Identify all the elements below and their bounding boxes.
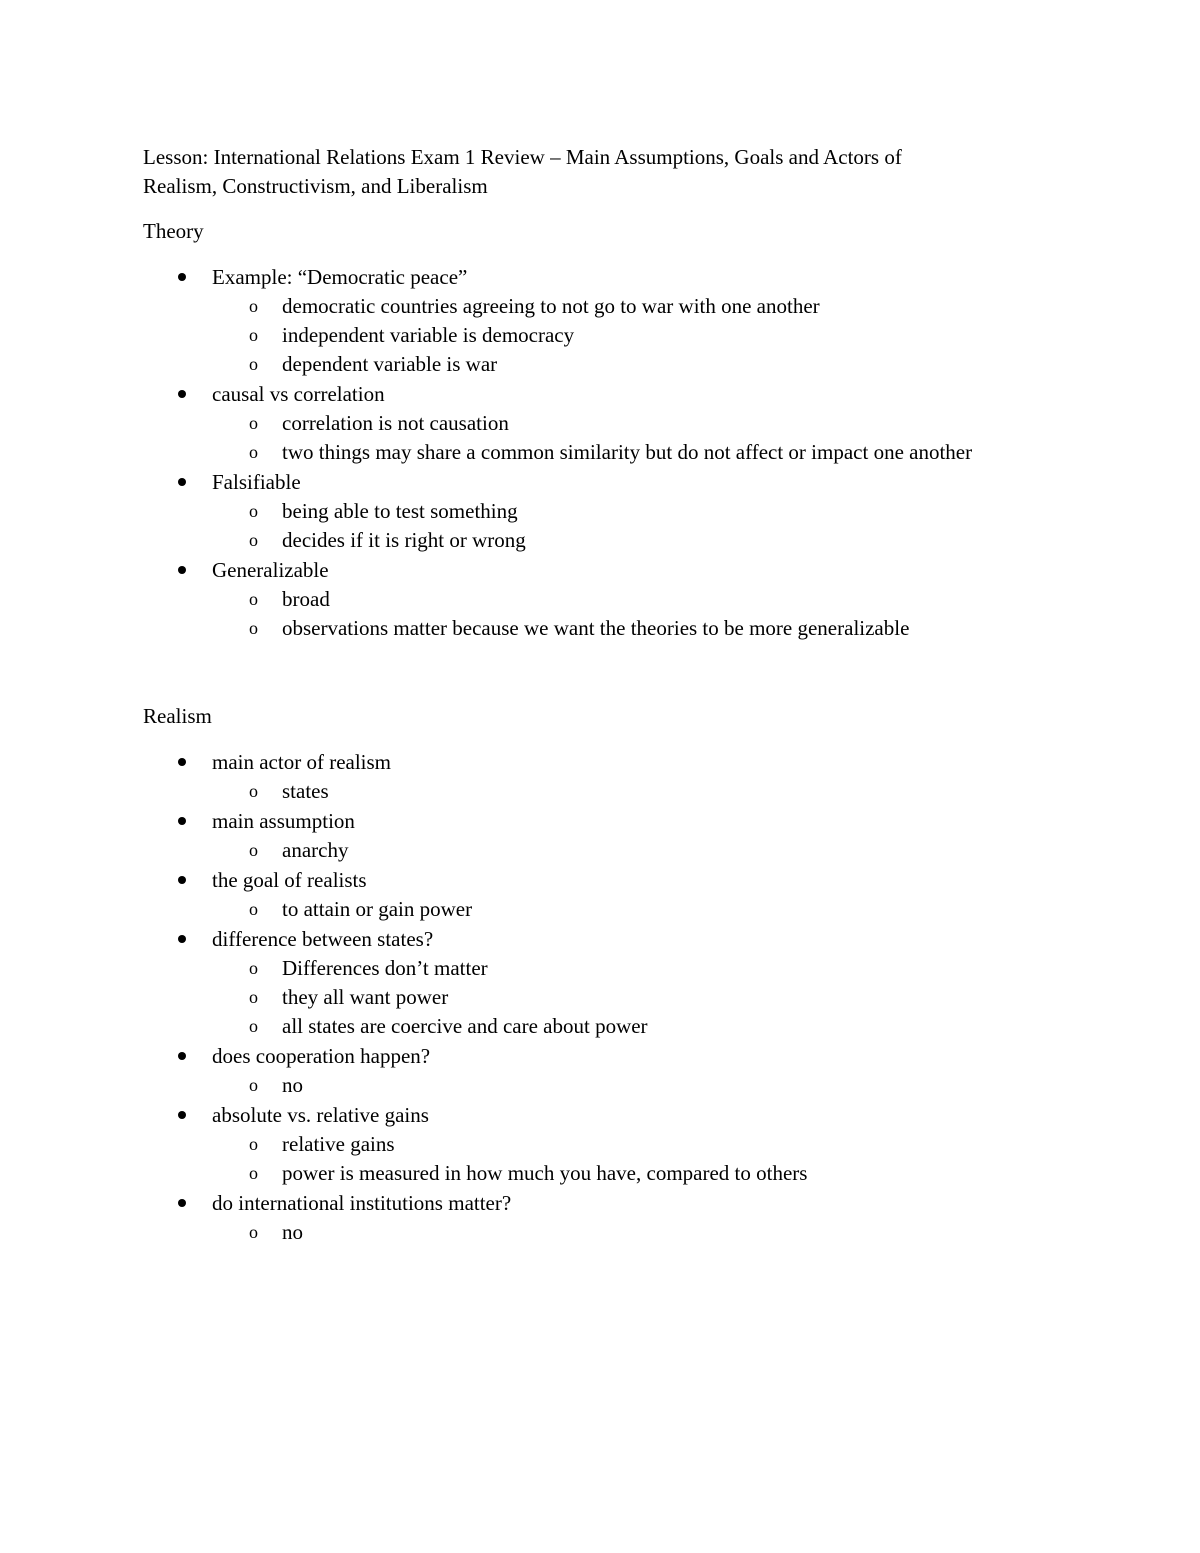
list-item xyxy=(143,1042,1083,1100)
sub-list-item xyxy=(212,497,1083,526)
sub-list-item xyxy=(212,954,1083,983)
section-heading-realism: Realism xyxy=(143,704,212,728)
list-item-text: Falsifiable xyxy=(212,470,301,494)
circle-bullet-icon: o xyxy=(249,530,258,550)
sub-list xyxy=(212,777,1083,806)
section-heading-theory: Theory xyxy=(143,219,204,243)
sub-list-item-text: they all want power xyxy=(282,985,449,1009)
list-item-text: does cooperation happen? xyxy=(212,1044,431,1068)
sub-list-item xyxy=(212,777,1083,806)
list-item-text: do international institutions matter? xyxy=(212,1191,512,1215)
sub-list-item-text: observations matter because we want the theories to be more generalizable xyxy=(282,616,910,640)
bullet-icon xyxy=(178,1199,186,1207)
sub-list xyxy=(212,1071,1083,1100)
sub-list xyxy=(212,954,1083,1041)
sub-list xyxy=(212,895,1083,924)
sub-list-item-text: to attain or gain power xyxy=(282,897,473,921)
list-item xyxy=(143,468,1083,555)
circle-bullet-icon: o xyxy=(249,413,258,433)
list-item xyxy=(143,1101,1083,1188)
circle-bullet-icon: o xyxy=(249,781,258,801)
sub-list xyxy=(212,836,1083,865)
sub-list-item-text: broad xyxy=(282,587,330,611)
list-item-text: absolute vs. relative gains xyxy=(212,1103,429,1127)
sub-list-item xyxy=(212,1071,1083,1100)
circle-bullet-icon: o xyxy=(249,618,258,638)
sub-list-item-text: independent variable is democracy xyxy=(282,323,575,347)
bullet-icon xyxy=(178,1111,186,1119)
list-item xyxy=(143,748,1083,806)
sub-list-item xyxy=(212,526,1083,555)
circle-bullet-icon: o xyxy=(249,442,258,462)
sub-list-item xyxy=(212,614,1083,643)
circle-bullet-icon: o xyxy=(249,1075,258,1095)
circle-bullet-icon: o xyxy=(249,501,258,521)
list-item-text: causal vs correlation xyxy=(212,382,385,406)
list-item-text: Example: “Democratic peace” xyxy=(212,265,468,289)
list-item-text: main actor of realism xyxy=(212,750,392,774)
circle-bullet-icon: o xyxy=(249,840,258,860)
sub-list-item xyxy=(212,585,1083,614)
bullet-icon xyxy=(178,566,186,574)
sub-list-item-text: two things may share a common similarity but do not affect or impact one another xyxy=(282,440,973,464)
sub-list-item-text: democratic countries agreeing to not go to war with one another xyxy=(282,294,820,318)
sub-list xyxy=(212,292,1083,379)
title-line-2: Realism, Constructivism, and Liberalism xyxy=(143,174,488,198)
sub-list xyxy=(212,1218,1083,1247)
sub-list-item xyxy=(212,1218,1083,1247)
sub-list-item-text: Differences don’t matter xyxy=(282,956,488,980)
sub-list-item xyxy=(212,983,1083,1012)
list-item-text: difference between states? xyxy=(212,927,434,951)
bullet-icon xyxy=(178,478,186,486)
circle-bullet-icon: o xyxy=(249,987,258,1007)
sub-list-item xyxy=(212,292,1083,321)
circle-bullet-icon: o xyxy=(249,354,258,374)
sub-list-item-text: states xyxy=(282,779,329,803)
bullet-icon xyxy=(178,876,186,884)
sub-list-item xyxy=(212,350,1083,379)
circle-bullet-icon: o xyxy=(249,325,258,345)
document-content xyxy=(143,143,1083,1248)
bullet-icon xyxy=(178,817,186,825)
list-item xyxy=(143,380,1083,467)
sub-list xyxy=(212,497,1083,555)
sub-list-item-text: all states are coercive and care about power xyxy=(282,1014,648,1038)
list-item xyxy=(143,807,1083,865)
list-item xyxy=(143,1189,1083,1247)
sub-list-item-text: anarchy xyxy=(282,838,349,862)
sub-list xyxy=(212,1130,1083,1188)
bullet-icon xyxy=(178,273,186,281)
list-item-text: main assumption xyxy=(212,809,355,833)
bullet-icon xyxy=(178,1052,186,1060)
list-item xyxy=(143,866,1083,924)
title-line-1: Lesson: International Relations Exam 1 Review – Main Assumptions, Goals and Actors of xyxy=(143,145,902,169)
sub-list-item xyxy=(212,321,1083,350)
sub-list xyxy=(212,585,1083,643)
sub-list-item-text: decides if it is right or wrong xyxy=(282,528,526,552)
sub-list-item xyxy=(212,409,1083,438)
list-item-text: the goal of realists xyxy=(212,868,367,892)
circle-bullet-icon: o xyxy=(249,1163,258,1183)
theory-list xyxy=(143,263,1083,643)
sub-list-item xyxy=(212,438,1083,467)
realism-list xyxy=(143,748,1083,1247)
circle-bullet-icon: o xyxy=(249,1016,258,1036)
list-item xyxy=(143,556,1083,643)
document-title xyxy=(143,143,1083,201)
circle-bullet-icon: o xyxy=(249,899,258,919)
sub-list-item-text: no xyxy=(282,1073,303,1097)
circle-bullet-icon: o xyxy=(249,958,258,978)
sub-list-item-text: dependent variable is war xyxy=(282,352,498,376)
circle-bullet-icon: o xyxy=(249,296,258,316)
sub-list-item-text: relative gains xyxy=(282,1132,395,1156)
bullet-icon xyxy=(178,390,186,398)
bullet-icon xyxy=(178,935,186,943)
sub-list-item xyxy=(212,895,1083,924)
circle-bullet-icon: o xyxy=(249,1222,258,1242)
sub-list-item-text: being able to test something xyxy=(282,499,518,523)
sub-list-item xyxy=(212,1159,1083,1188)
sub-list-item xyxy=(212,836,1083,865)
circle-bullet-icon: o xyxy=(249,589,258,609)
sub-list-item xyxy=(212,1012,1083,1041)
list-item xyxy=(143,263,1083,379)
sub-list-item-text: no xyxy=(282,1220,303,1244)
list-item xyxy=(143,925,1083,1041)
sub-list-item xyxy=(212,1130,1083,1159)
circle-bullet-icon: o xyxy=(249,1134,258,1154)
sub-list-item-text: correlation is not causation xyxy=(282,411,509,435)
sub-list xyxy=(212,409,1083,467)
sub-list-item-text: power is measured in how much you have, compared to others xyxy=(282,1161,808,1185)
list-item-text: Generalizable xyxy=(212,558,329,582)
bullet-icon xyxy=(178,758,186,766)
